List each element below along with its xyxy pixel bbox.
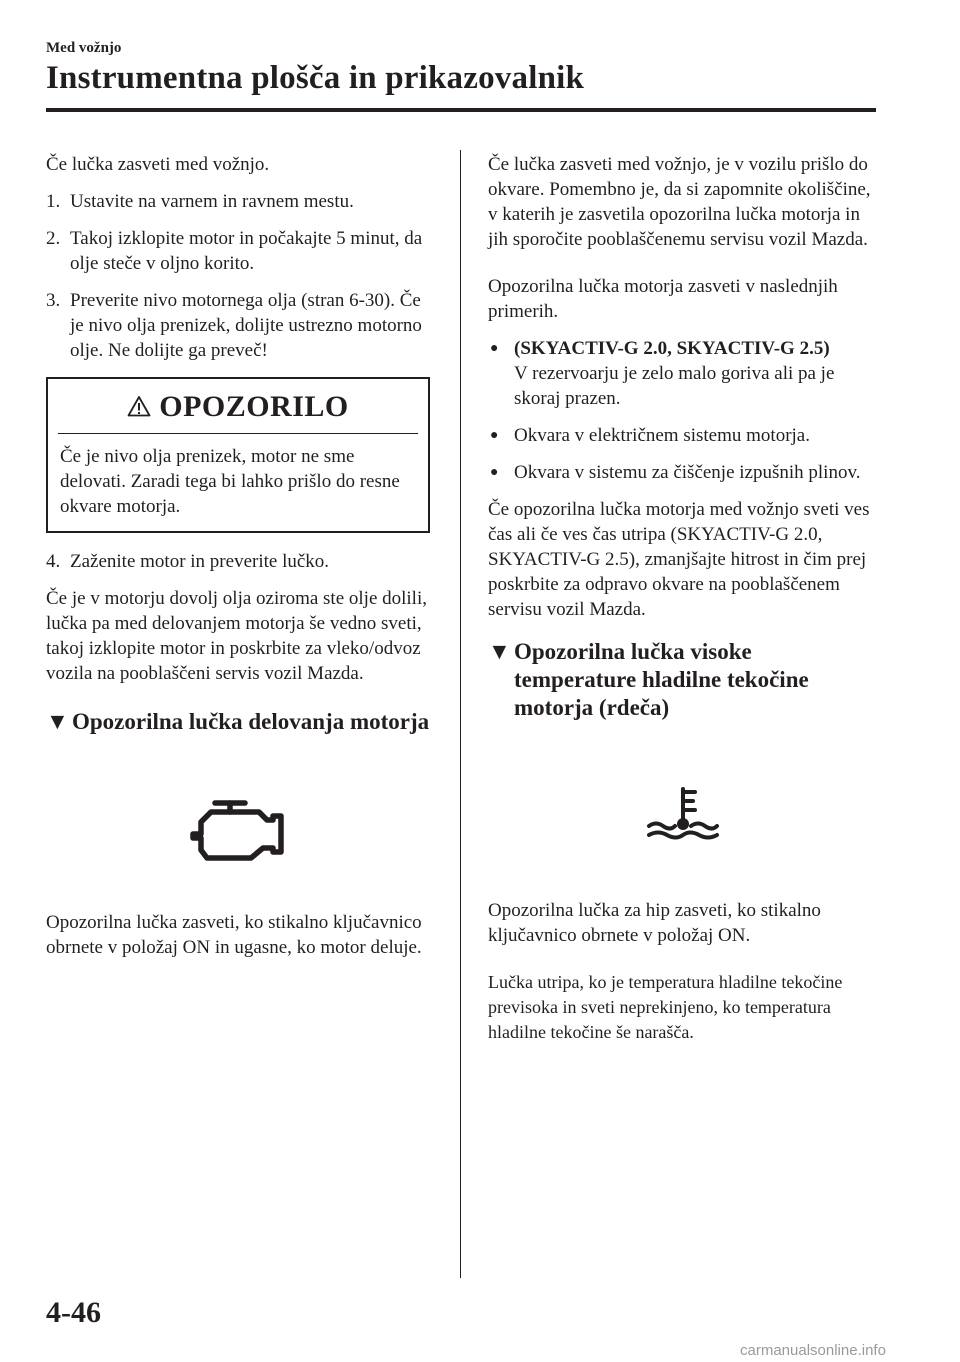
step-item xyxy=(46,549,432,574)
section-label: Med vožnjo xyxy=(46,40,122,56)
step-text: Zaženite motor in preverite lučko. xyxy=(70,551,330,572)
left-column xyxy=(46,152,432,972)
warning-triangle-icon xyxy=(127,395,151,417)
triangle-marker-icon: ▼ xyxy=(46,709,69,734)
bullet-text: V rezervoarju je zelo malo goriva ali pa je skoraj prazen. xyxy=(514,363,835,409)
coolant-light-description: Opozorilna lučka za hip zasveti, ko stikalno ključavnico obrnete v položaj ON. xyxy=(488,900,821,946)
intro-text: Če lučka zasveti med vožnjo. xyxy=(46,154,270,175)
check-engine-icon-wrap xyxy=(46,800,432,910)
section-heading-engine xyxy=(46,708,432,736)
list-item xyxy=(488,423,878,448)
list-item xyxy=(488,336,878,411)
body-paragraph: Če je v motorju dovolj olja oziroma ste olje dolili, lučka pa med delovanjem motorja še vedno sveti, takoj izklopite motor in poskrbite za vleko/odvoz vozila na pooblaščeni servis vozil Mazda. xyxy=(46,588,427,684)
check-engine-icon xyxy=(187,800,291,862)
body-paragraph: Če lučka zasveti med vožnjo, je v vozilu prišlo do okvare. Pomembno je, da si zapomnite okoliščine, v katerih je zasvetila opozorilna lučka motorja in jih sporočite pooblaščenemu servisu vozil Mazda. xyxy=(488,154,871,250)
warning-header xyxy=(48,379,428,433)
warning-text: Če je nivo olja prenizek, motor ne sme delovati. Zaradi tega bi lahko prišlo do resne okvare motorja. xyxy=(60,446,400,517)
coolant-temperature-icon xyxy=(645,786,721,840)
step-item xyxy=(46,288,432,363)
step-text: Preverite nivo motornega olja (stran 6-30). Če je nivo olja prenizek, dolijte ustrezno motorno olje. Ne dolijte ga preveč! xyxy=(70,290,422,361)
header-rule xyxy=(46,108,876,112)
bullet-text: Okvara v sistemu za čiščenje izpušnih plinov. xyxy=(514,462,861,483)
step-item xyxy=(46,226,432,276)
step-number: 2. xyxy=(46,228,61,249)
step-item xyxy=(46,189,432,214)
section-heading-text: Opozorilna lučka delovanja motorja xyxy=(72,709,430,734)
coolant-light-description: Lučka utripa, ko je temperatura hladilne tekočine previsoka in sveti neprekinjeno, ko temperatura hladilne tekočine še narašča. xyxy=(488,972,843,1042)
warning-title: OPOZORILO xyxy=(159,389,349,423)
section-heading-coolant xyxy=(488,638,878,722)
step-text: Ustavite na varnem in ravnem mestu. xyxy=(70,191,354,212)
step-number: 4. xyxy=(46,551,61,572)
coolant-icon-wrap xyxy=(488,786,878,898)
bullet-icon: ● xyxy=(490,428,499,443)
right-column xyxy=(488,152,878,1057)
triangle-marker-icon: ▼ xyxy=(488,639,511,664)
page-number: 4-46 xyxy=(46,1296,101,1329)
page-title: Instrumentna plošča in prikazovalnik xyxy=(46,60,585,96)
bullet-text: Okvara v električnem sistemu motorja. xyxy=(514,425,810,446)
bullet-icon: ● xyxy=(490,341,499,356)
warning-box xyxy=(46,377,430,533)
bullet-icon: ● xyxy=(490,465,499,480)
bullet-heading: (SKYACTIV-G 2.0, SKYACTIV-G 2.5) xyxy=(514,338,830,359)
step-text: Takoj izklopite motor in počakajte 5 minut, da olje steče v oljno korito. xyxy=(70,228,423,274)
column-divider xyxy=(460,150,461,1278)
section-heading-text: Opozorilna lučka visoke temperature hladilne tekočine motorja (rdeča) xyxy=(514,639,809,720)
watermark-text: carmanualsonline.info xyxy=(740,1342,886,1359)
body-paragraph: Opozorilna lučka motorja zasveti v naslednjih primerih. xyxy=(488,276,838,322)
list-item xyxy=(488,460,878,485)
body-paragraph: Če opozorilna lučka motorja med vožnjo sveti ves čas ali če ves čas utripa (SKYACTIV-G 2.0, SKYACTIV-G 2.5), zmanjšajte hitrost in čim prej poskrbite za odpravo okvare na pooblaščenem servisu vozil Mazda. xyxy=(488,499,870,620)
step-number: 3. xyxy=(46,290,61,311)
step-number: 1. xyxy=(46,191,61,212)
engine-light-description: Opozorilna lučka zasveti, ko stikalno ključavnico obrnete v položaj ON in ugasne, ko motor deluje. xyxy=(46,912,422,958)
